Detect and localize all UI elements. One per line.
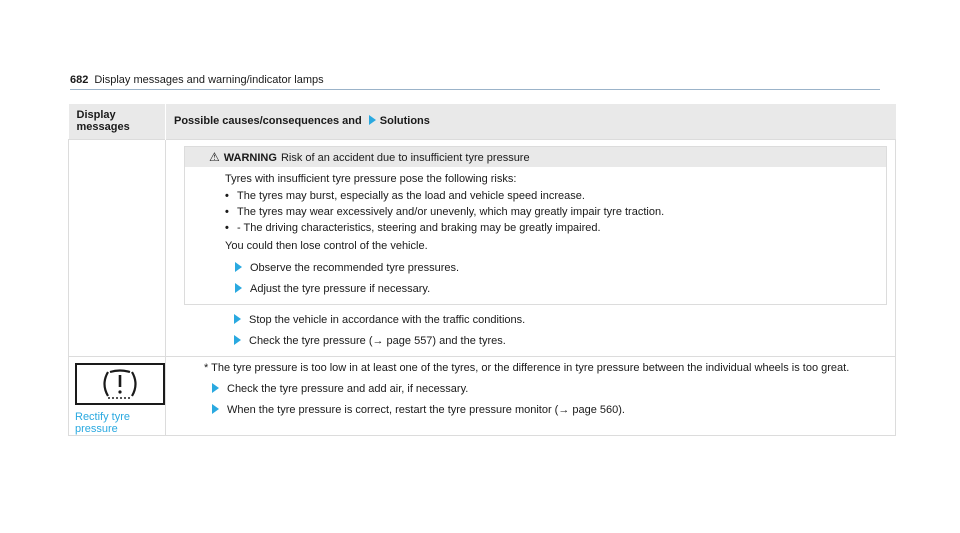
message-cell-empty (69, 140, 166, 357)
tyre-pressure-symbol (77, 365, 163, 403)
arrow-right-icon (369, 115, 376, 125)
solution-steps (166, 382, 887, 417)
tyre-pressure-warning-icon (75, 363, 165, 405)
col-header-suffix: Solutions (379, 115, 430, 127)
col-header-prefix: Possible causes/consequences and (174, 115, 362, 127)
warning-intro: Tyres with insufficient tyre pressure pose the following risks: (225, 173, 517, 185)
arrow-right-icon (212, 383, 219, 393)
col-header-display-messages: Display messages (69, 104, 166, 140)
warning-step: Adjust the tyre pressure if necessary. (235, 282, 874, 296)
arrow-right-icon (234, 335, 241, 345)
arrow-right-icon (235, 283, 242, 293)
message-cell (69, 357, 166, 436)
list-item: • The tyres may wear excessively and/or unevenly, which may greatly impair tyre traction. (225, 204, 874, 220)
list-item: • - The driving characteristics, steering and braking may be greatly impaired. (225, 220, 874, 236)
table-row (69, 140, 896, 357)
warning-bullets (225, 188, 874, 236)
list-item: • The tyres may burst, especially as the load and vehicle speed increase. (225, 188, 874, 204)
cause-text: * The tyre pressure is too low in at least one of the tyres, or the difference in tyre pressure between the individual wheels is too great. (204, 362, 850, 374)
warning-title: Risk of an accident due to insufficient tyre pressure (280, 152, 530, 164)
solutions-cell (166, 357, 896, 436)
table-header-row (69, 104, 896, 140)
warning-triangle-icon: ⚠ (209, 150, 220, 164)
arrow-right-icon (235, 262, 242, 272)
solutions-cell (166, 140, 896, 357)
solution-steps (166, 313, 887, 348)
warning-box (184, 146, 887, 305)
solution-step: Stop the vehicle in accordance with the traffic conditions. (234, 313, 887, 327)
solution-step: When the tyre pressure is correct, restart the tyre pressure monitor (→ page 560). (212, 403, 887, 417)
arrow-right-icon (234, 314, 241, 324)
solution-step: Check the tyre pressure and add air, if necessary. (212, 382, 887, 396)
arrow-right-icon (212, 404, 219, 414)
warning-outro: You could then lose control of the vehicle. (225, 240, 428, 252)
message-label: Rectify tyre pressure (75, 411, 131, 435)
warning-body (185, 167, 886, 304)
warning-step: Observe the recommended tyre pressures. (235, 261, 874, 275)
display-messages-table (68, 104, 896, 436)
page-title: Display messages and warning/indicator lamps (94, 74, 324, 86)
page-header (70, 72, 880, 90)
table-row (69, 357, 896, 436)
col-header-solutions (166, 104, 896, 140)
warning-label: WARNING (223, 152, 277, 164)
solution-step: Check the tyre pressure (→ page 557) and the tyres. (234, 334, 887, 348)
warning-header (185, 147, 886, 167)
page-number: 682 (70, 74, 89, 86)
